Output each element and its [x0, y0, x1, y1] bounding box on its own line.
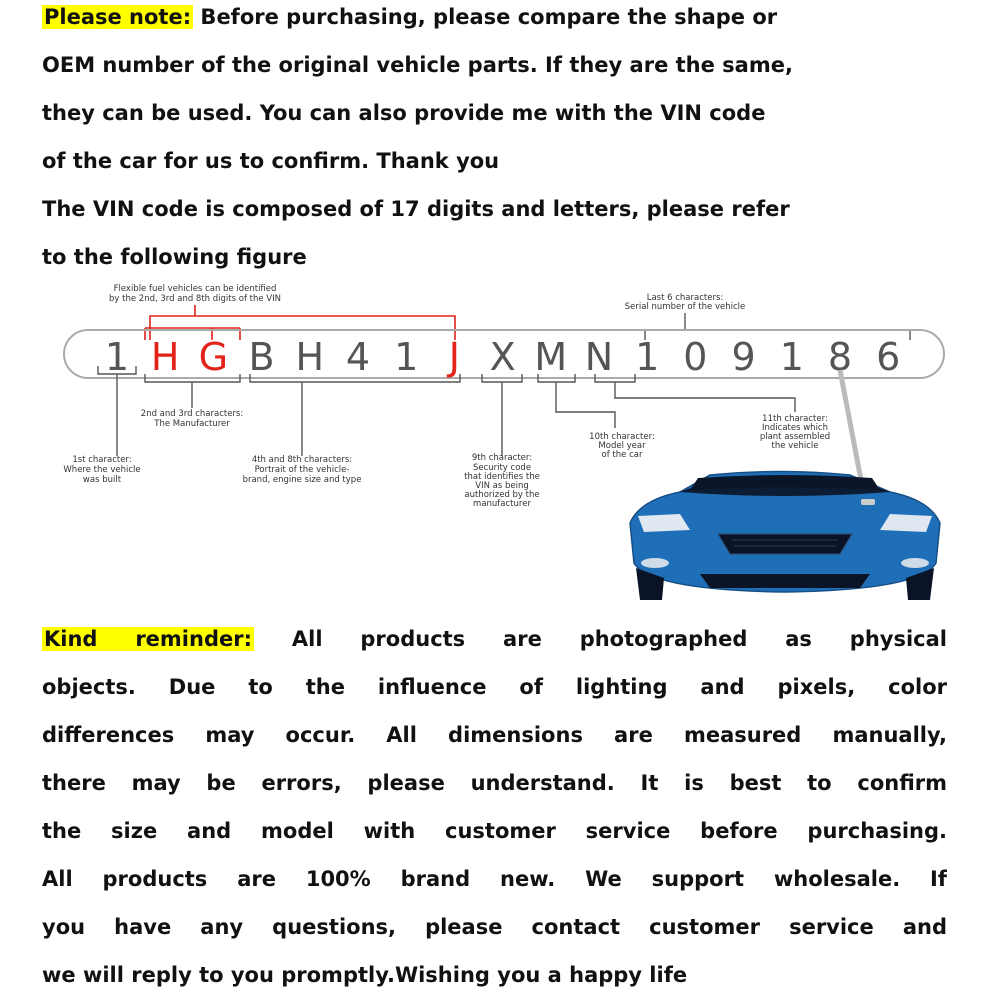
- vin-char: M: [534, 335, 568, 379]
- eleventh-char-caption: Indicates which: [762, 423, 828, 433]
- manufacturer-caption: 2nd and 3rd characters:: [140, 409, 244, 419]
- vin-char: 6: [876, 335, 901, 379]
- last-six-caption: Serial number of the vehicle: [624, 302, 746, 312]
- note-line: [42, 0, 947, 48]
- eleventh-char-caption: the vehicle: [771, 441, 819, 451]
- portrait-caption: Portrait of the vehicle-: [254, 465, 350, 475]
- kind-reminder: [42, 622, 947, 1006]
- first-char-caption: Where the vehicle: [63, 465, 141, 475]
- reminder-line: differences may occur. All dimensions are measured manually,: [42, 723, 947, 747]
- reminder-line: the size and model with customer service before purchasing.: [42, 819, 947, 843]
- ninth-char-caption: Security code: [472, 463, 532, 473]
- vin-char: N: [584, 335, 614, 379]
- please-note-label: Please note:: [44, 5, 192, 29]
- portrait-caption: 4th and 8th characters:: [251, 455, 353, 465]
- note-line: OEM number of the original vehicle parts. If they are the same,: [42, 53, 793, 77]
- vin-characters: [105, 335, 900, 379]
- note-line: The VIN code is composed of 17 digits and letters, please refer: [42, 197, 790, 221]
- ninth-char-caption: 9th character:: [471, 453, 533, 463]
- vin-char: 1: [635, 335, 660, 379]
- reminder-line: you have any questions, please contact customer service and: [42, 915, 947, 939]
- note-line-text: Before purchasing, please compare the shape or: [193, 5, 778, 29]
- vin-char: B: [248, 335, 275, 379]
- reminder-line: objects. Due to the influence of lighting and pixels, color: [42, 675, 947, 699]
- vin-char: G: [198, 335, 229, 379]
- vin-char: 1: [104, 335, 130, 379]
- eleventh-char-caption: plant assembled: [759, 432, 831, 442]
- kind-reminder-label: Kind reminder:: [44, 627, 252, 651]
- first-char-caption: was built: [82, 475, 122, 485]
- car-illustration: [630, 472, 940, 601]
- vin-char: H: [150, 335, 180, 379]
- note-line: of the car for us to confirm. Thank you: [42, 149, 500, 173]
- note-line: to the following figure: [42, 245, 307, 269]
- reminder-line: there may be errors, please understand. It is best to confirm: [42, 771, 947, 795]
- flex-fuel-caption: by the 2nd, 3rd and 8th digits of the VIN: [109, 294, 281, 304]
- ninth-char-caption: that identifies the: [464, 472, 540, 482]
- tenth-char-caption: 10th character:: [589, 432, 655, 442]
- ninth-char-caption: authorized by the: [464, 490, 540, 500]
- vin-char: 0: [683, 335, 708, 379]
- first-char-caption: 1st character:: [72, 455, 132, 465]
- purchase-note: [42, 0, 947, 288]
- portrait-caption: brand, engine size and type: [242, 475, 362, 485]
- flex-fuel-caption: Flexible fuel vehicles can be identified: [113, 284, 277, 294]
- ninth-char-caption: VIN as being: [475, 481, 529, 491]
- eleventh-char-caption: 11th character:: [762, 414, 828, 424]
- vin-char: 1: [394, 335, 419, 379]
- reminder-line: All products are 100% brand new. We support wholesale. If: [42, 867, 947, 891]
- vin-char: H: [295, 335, 325, 379]
- vin-char: 8: [827, 335, 853, 379]
- note-line: they can be used. You can also provide me with the VIN code: [42, 101, 766, 125]
- tenth-char-caption: of the car: [601, 450, 643, 460]
- vin-char: 4: [345, 335, 371, 379]
- vin-char: J: [448, 335, 461, 379]
- ninth-char-caption: manufacturer: [473, 499, 531, 509]
- vin-char: 1: [779, 335, 804, 379]
- vin-char: 9: [731, 335, 756, 379]
- vin-char: X: [489, 335, 516, 379]
- vin-diagram: [40, 278, 1000, 618]
- reminder-line: [42, 622, 947, 670]
- last-six-caption: Last 6 characters:: [646, 293, 724, 303]
- reminder-line-text: All products are photographed as physical: [254, 627, 947, 651]
- reminder-line: we will reply to you promptly.Wishing you a happy life: [42, 963, 688, 987]
- manufacturer-caption: The Manufacturer: [154, 419, 230, 429]
- tenth-char-caption: Model year: [598, 441, 646, 451]
